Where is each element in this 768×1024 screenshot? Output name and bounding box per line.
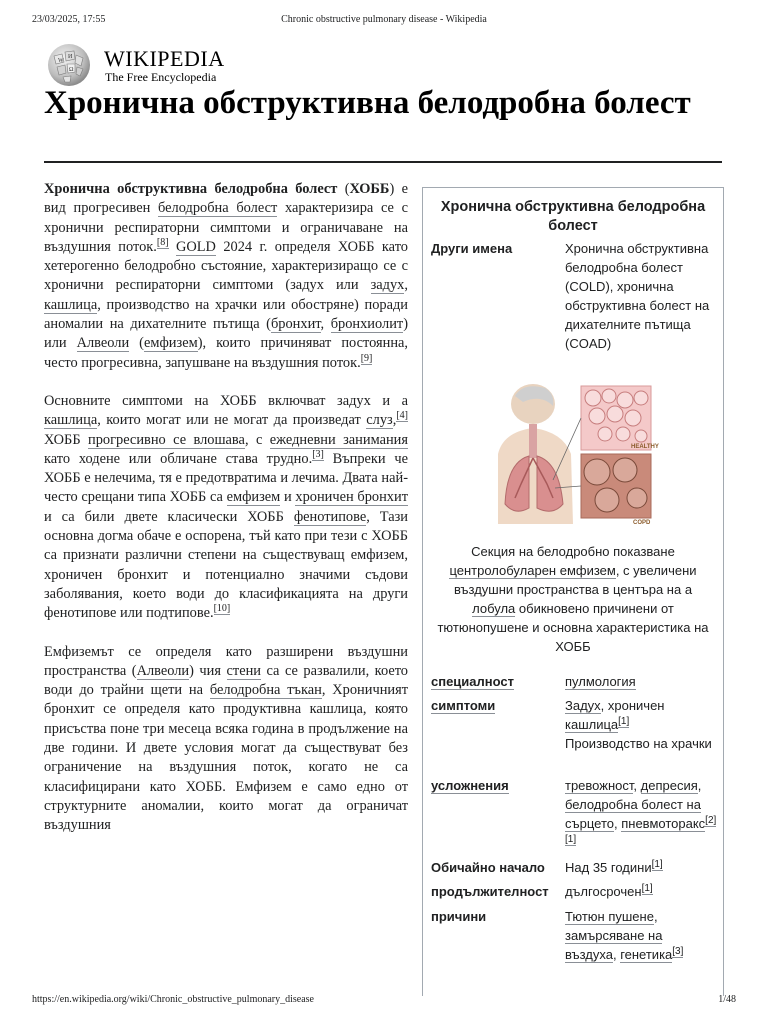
- text-run: ,: [697, 778, 702, 793]
- text-run: като ходене или обличане става трудно.: [44, 450, 313, 467]
- print-page-title: Chronic obstructive pulmonary disease - Wikipedia: [281, 14, 487, 25]
- wikipedia-wordmark: WIKIPEDIA: [104, 46, 225, 71]
- infobox-value: Хронична обструктивна белодробна болест (COLD), хронична обструктивна болест на дихателните пътища (COAD): [565, 241, 710, 351]
- text-run: ,: [392, 412, 397, 429]
- title-divider: [44, 161, 722, 163]
- text-run: (: [129, 335, 144, 352]
- link-mucus[interactable]: слуз: [366, 412, 393, 429]
- text-run: дългосрочен: [565, 884, 642, 899]
- text-run: ,: [614, 816, 622, 831]
- infobox-label: [431, 696, 561, 715]
- link-lung-tissue[interactable]: белодробна тъкан: [209, 682, 322, 699]
- text-run: , хроничен: [600, 698, 665, 713]
- text-run: , с увеличени въздушни пространства в центъра на а: [453, 563, 697, 597]
- ref-1[interactable]: [1]: [565, 833, 577, 845]
- link-genetics[interactable]: генетика: [620, 947, 673, 962]
- link-pulmonology[interactable]: пулмология: [565, 674, 636, 689]
- infobox-value: [565, 882, 717, 901]
- text-run: ,: [404, 277, 408, 294]
- link-phenotypes[interactable]: фенотипове: [293, 508, 367, 525]
- text-run: ,: [653, 909, 658, 924]
- wikipedia-tagline: The Free Encyclopedia: [105, 70, 217, 84]
- link-alveoli[interactable]: Алвеоли: [136, 662, 190, 679]
- article-body: [44, 180, 408, 855]
- link-cough[interactable]: кашлица: [44, 412, 98, 429]
- print-date: 23/03/2025, 17:55: [32, 14, 106, 25]
- page-title: Хронична обструктивна белодробна болест: [44, 85, 691, 121]
- link-lobule[interactable]: лобула: [472, 601, 516, 616]
- link-dyspnea[interactable]: задух: [370, 277, 405, 294]
- text-run: , Хроничният бронхит се определя като продуктивна кашлица, която присъства поне три месеца всяка година в продължение на две години. И двете условия могат да съществуват без ограничение на въздушния поток, когато не са класифицирани като ХОББ. Емфизем е само едно от структурните аномалии, които могат да ограничат въздушния: [44, 682, 409, 834]
- infobox-label: продължителност: [431, 884, 549, 899]
- copd-label: COPD: [633, 520, 651, 526]
- link-air-pollution[interactable]: замърсяване на въздуха: [565, 928, 663, 962]
- link-smoking[interactable]: Тютюн пушене: [565, 909, 654, 924]
- svg-text:И: И: [68, 54, 73, 60]
- ref-9[interactable]: [9]: [360, 352, 373, 364]
- infobox-label: Обичайно начало: [431, 860, 545, 875]
- ref-10[interactable]: [10]: [213, 603, 231, 615]
- text-run: са се развалили, което води до трайни щети на: [44, 662, 408, 699]
- page-number: 1/48: [718, 994, 736, 1005]
- ref-2[interactable]: [2]: [705, 814, 717, 826]
- link-anxiety[interactable]: тревожност: [565, 778, 634, 793]
- paragraph-emphysema: [44, 643, 408, 836]
- link-emphysema[interactable]: емфизем: [226, 489, 281, 506]
- text-run: Производство на храчки: [565, 736, 712, 751]
- bold-term: Хронична обструктивна белодробна болест: [44, 181, 338, 197]
- ref-3[interactable]: [3]: [312, 449, 324, 461]
- text-run: ), които причиняват постоянна, често прогресивна, запушване на въздушния поток.: [44, 335, 409, 371]
- link-cough[interactable]: кашлица: [565, 717, 619, 732]
- text-run: и са били двете класически ХОББ: [44, 508, 294, 525]
- link-lung-disease[interactable]: белодробна болест: [158, 200, 278, 217]
- label-text[interactable]: специалност: [431, 674, 515, 689]
- link-walls[interactable]: стени: [226, 662, 261, 679]
- link-dyspnea[interactable]: Задух: [565, 698, 601, 713]
- text-run: ,: [633, 778, 641, 793]
- svg-text:W: W: [58, 58, 64, 64]
- text-run: 2024 г. определя ХОББ като хетерогенно белодробно състояние, характеризиращо се с хронични респираторни симптоми (задух или: [44, 238, 408, 294]
- ref-8[interactable]: [8]: [156, 237, 169, 249]
- label-text[interactable]: симптоми: [431, 698, 496, 713]
- ref-1[interactable]: [1]: [618, 715, 630, 727]
- healthy-label: HEALTHY: [631, 444, 659, 450]
- text-run: характеризира се с хронични респираторни симптоми и ограничаване на въздушния поток.: [44, 200, 408, 255]
- infobox-value: [565, 696, 717, 753]
- ref-1[interactable]: [1]: [641, 882, 653, 894]
- svg-text:Ω: Ω: [69, 67, 74, 73]
- text-run: , които могат или не могат да произведат: [97, 412, 367, 429]
- link-alveoli[interactable]: Алвеоли: [76, 335, 130, 352]
- link-bronchiolitis[interactable]: бронхиолит: [330, 316, 404, 333]
- text-run: , производство на храчки или обостряне) поради аномалии на дихателните пътища (: [44, 296, 408, 333]
- infobox-value: [565, 672, 717, 691]
- text-run: Секция на белодробно показване: [471, 544, 675, 559]
- text-run: ) е вид прогресивен: [44, 181, 408, 217]
- text-run: , Тази основна догма обаче е оспорена, тъй като при тези с ХОББ са признати различни степени на съществуващ емфизем, хроничен бронхит и потенциално значими съдови заболявания, което води до класификацията на други фенотипове или подтипове.: [44, 508, 408, 622]
- infobox-label: [431, 776, 561, 795]
- text-run: , с: [244, 431, 270, 448]
- infobox-value: [565, 776, 717, 852]
- text-run: [169, 239, 176, 255]
- bold-abbrev: ХОББ: [349, 181, 390, 197]
- infobox-value: [565, 907, 717, 964]
- wikipedia-globe-icon: [44, 42, 94, 88]
- text-run: Емфиземът се определя като разширени въздушни пространства (: [44, 643, 408, 679]
- text-run: ) или: [44, 316, 408, 352]
- link-centrilobular-emphysema[interactable]: центролобуларен емфизем: [449, 563, 616, 578]
- text-run: Над 35 години: [565, 860, 652, 875]
- ref-4[interactable]: [4]: [396, 410, 408, 422]
- infobox-label: Други имена: [431, 241, 513, 256]
- print-url[interactable]: https://en.wikipedia.org/wiki/Chronic_obstructive_pulmonary_disease: [32, 994, 314, 1005]
- text-run: обикновено причинени от тютюнопушене и основна характеристика на ХОББ: [437, 601, 709, 654]
- text-run: ) чия: [189, 662, 227, 679]
- ref-3[interactable]: [3]: [672, 945, 684, 957]
- text-run: (: [337, 181, 350, 197]
- infobox: [422, 187, 724, 996]
- link-depression[interactable]: депресия: [640, 778, 698, 793]
- infobox-caption: [433, 542, 713, 656]
- infobox-label: [431, 672, 561, 691]
- link-bronchitis[interactable]: бронхит: [270, 316, 321, 333]
- ref-1[interactable]: [1]: [651, 858, 663, 870]
- link-cough[interactable]: кашлица: [44, 296, 98, 313]
- link-emphysema[interactable]: емфизем: [143, 335, 198, 352]
- link-chronic-bronchitis[interactable]: хроничен бронхит: [295, 489, 408, 506]
- text-run: Основните симптоми на ХОББ включват задух и а: [44, 392, 408, 409]
- infobox-title: Хронична обструктивна белодробна болест: [440, 199, 706, 234]
- link-cor-pulmonale[interactable]: белодробна болест на сърцето: [565, 797, 701, 831]
- infobox-value: [565, 858, 717, 877]
- paragraph-symptoms: [44, 392, 408, 624]
- infobox-label: причини: [431, 909, 487, 924]
- text-run: ,: [320, 316, 331, 333]
- link-daily-activities[interactable]: ежедневни занимания: [269, 431, 408, 448]
- label-text[interactable]: усложнения: [431, 778, 509, 793]
- text-run: и: [280, 489, 296, 506]
- print-footer: [32, 994, 736, 1005]
- text-run: ,: [612, 947, 621, 962]
- wikipedia-logo[interactable]: [44, 42, 244, 90]
- link-progressive[interactable]: прогресивно се влошава: [88, 431, 245, 448]
- copd-lung-illustration[interactable]: [493, 384, 659, 526]
- text-run: Въпреки че ХОББ е нелечима, тя е предотвратима и лечима. Двата най-често срещани типа ХОББ са: [44, 450, 408, 506]
- link-gold[interactable]: GOLD: [175, 238, 216, 255]
- paragraph-intro: [44, 180, 408, 373]
- link-pneumothorax[interactable]: пневмоторакс: [621, 816, 706, 831]
- text-run: ХОББ: [44, 431, 88, 448]
